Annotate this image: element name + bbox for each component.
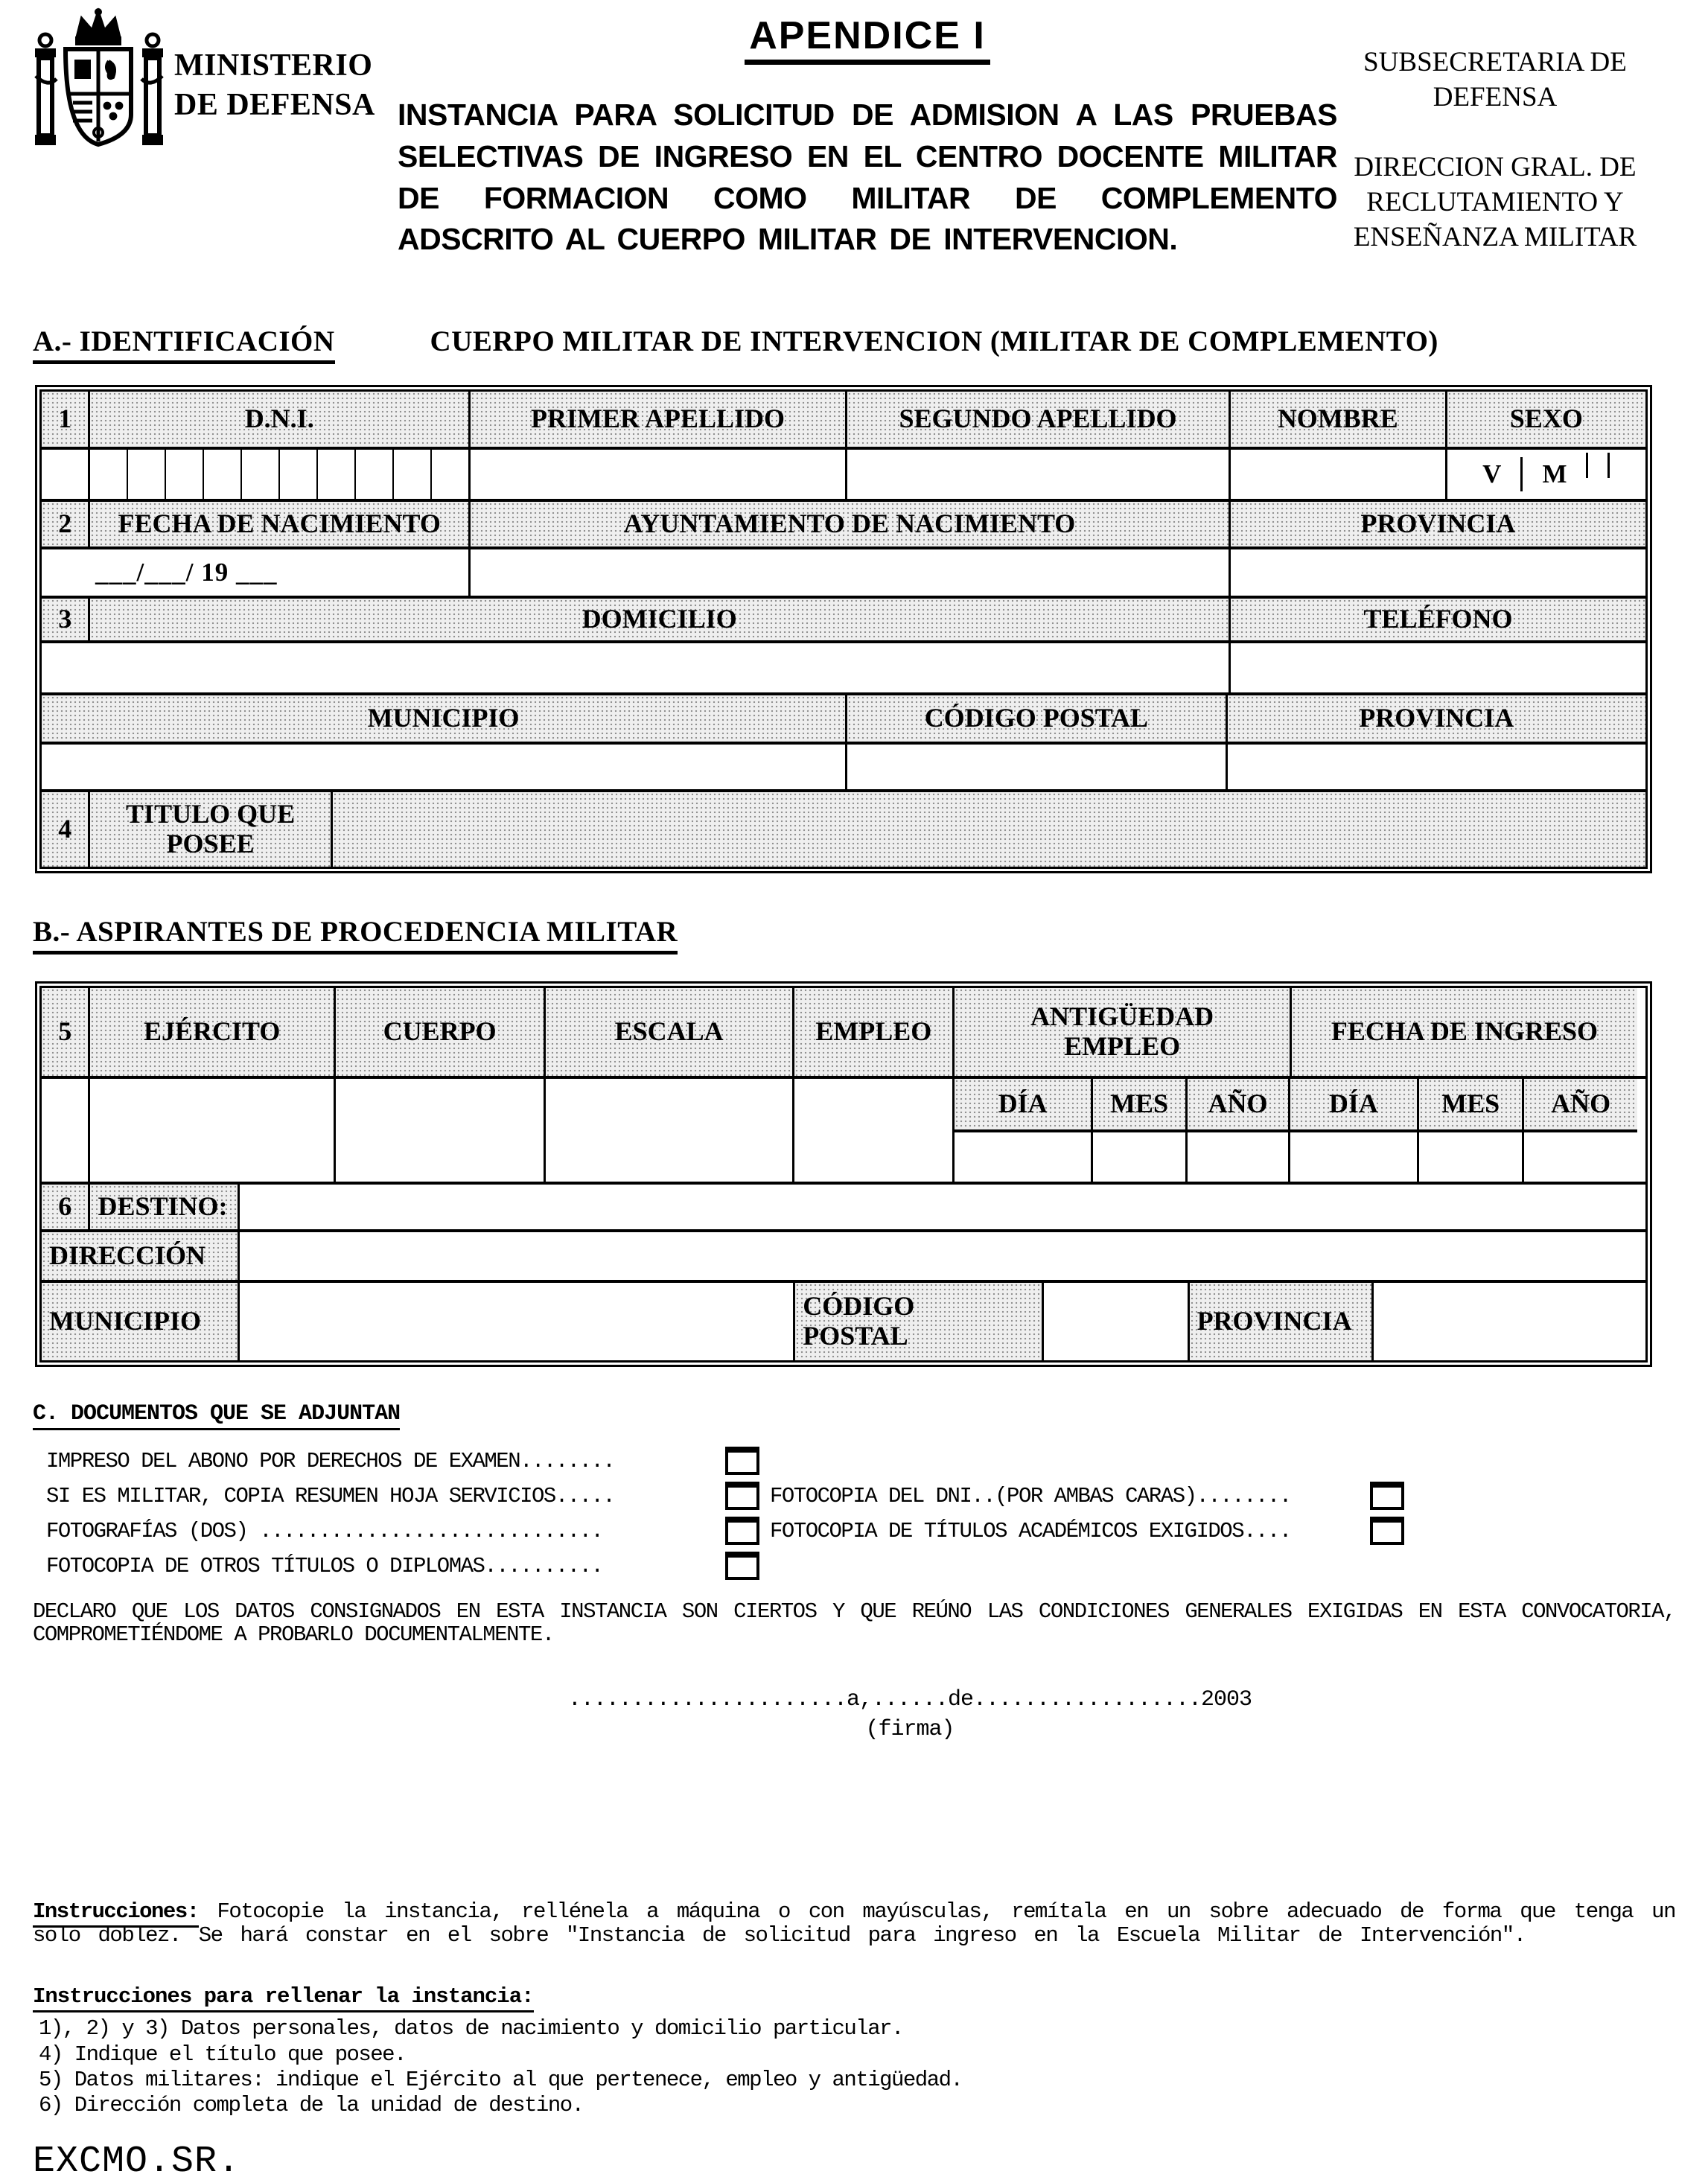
- nombre-header: NOMBRE: [1229, 392, 1445, 447]
- primer-apellido-header: PRIMER APELLIDO: [468, 392, 845, 447]
- codigo-postal-destino-input[interactable]: [1042, 1283, 1188, 1360]
- municipio-input-row: [42, 742, 1645, 789]
- provincia-destino-header: PROVINCIA: [1188, 1283, 1371, 1360]
- empleo-header: EMPLEO: [792, 988, 952, 1076]
- dates-subheader: [955, 1079, 1637, 1132]
- ministry-name: [174, 46, 398, 124]
- direccion-input[interactable]: [238, 1232, 1645, 1280]
- row6-municipio: [42, 1280, 1645, 1360]
- nombre-input[interactable]: [1229, 450, 1445, 499]
- office-subsecretaria: SUBSECRETARIA DE DEFENSA: [1363, 47, 1627, 113]
- section-b-heading-row: [33, 915, 1675, 955]
- row5-header: [42, 988, 1645, 1076]
- provincia-nacimiento-input[interactable]: [1229, 549, 1645, 596]
- doc-label-titulos-academicos: FOTOCOPIA DE TÍTULOS ACADÉMICOS EXIGIDOS....: [770, 1518, 1291, 1543]
- checkbox-fotocopia-dni[interactable]: [1370, 1482, 1404, 1510]
- row1-number-blank: [42, 450, 88, 499]
- destino-input[interactable]: [238, 1185, 1645, 1229]
- documents-checklist: [46, 1446, 1675, 1581]
- provincia-nacimiento-header: PROVINCIA: [1229, 502, 1645, 546]
- municipio-destino-header: MUNICIPIO: [42, 1283, 238, 1360]
- row6-number: 6: [42, 1185, 88, 1229]
- ingreso-ano-input[interactable]: [1522, 1132, 1637, 1182]
- military-table: [35, 981, 1652, 1367]
- doc-label-abono: IMPRESO DEL ABONO POR DERECHOS DE EXAMEN........: [46, 1448, 615, 1473]
- row6-direccion: [42, 1229, 1645, 1280]
- direccion-header: DIRECCIÓN: [42, 1232, 238, 1280]
- ingreso-ano-header: AÑO: [1522, 1079, 1637, 1129]
- antiguedad-dia-header: DÍA: [955, 1079, 1090, 1129]
- segundo-apellido-header: SEGUNDO APELLIDO: [845, 392, 1229, 447]
- ejercito-input[interactable]: [88, 1079, 334, 1182]
- sexo-tick: [1607, 453, 1610, 478]
- cuerpo-header: CUERPO: [334, 988, 544, 1076]
- instructions-paragraph: [33, 1900, 1675, 1948]
- row3-number: 3: [42, 599, 88, 640]
- domicilio-input[interactable]: [42, 643, 1229, 692]
- checkbox-fotografias[interactable]: [725, 1517, 759, 1545]
- antiguedad-mes-header: MES: [1091, 1079, 1185, 1129]
- row5-number-blank: [42, 1079, 88, 1182]
- domicilio-header: DOMICILIO: [88, 599, 1228, 640]
- ingreso-dia-header: DÍA: [1288, 1079, 1417, 1129]
- row2-input-row: [42, 546, 1645, 596]
- segundo-apellido-input[interactable]: [845, 450, 1229, 499]
- ingreso-mes-header: MES: [1417, 1079, 1522, 1129]
- doc-label-fotocopia-dni: FOTOCOPIA DEL DNI..(POR AMBAS CARAS)........: [770, 1483, 1291, 1508]
- sexo-option-m[interactable]: M: [1542, 459, 1567, 488]
- municipio-header-row: [42, 692, 1645, 742]
- row1-header: [42, 392, 1645, 447]
- dni-digit-boxes[interactable]: [90, 450, 468, 499]
- row1-number: 1: [42, 392, 88, 447]
- doc-label-otros-titulos: FOTOCOPIA DE OTROS TÍTULOS O DIPLOMAS..........: [46, 1553, 603, 1578]
- row3-header: [42, 596, 1645, 640]
- closing-salutation: EXCMO.SR.: [33, 2141, 241, 2183]
- antiguedad-dia-input[interactable]: [955, 1132, 1090, 1182]
- doc-row-fotografias: [46, 1516, 1675, 1546]
- checkbox-titulos-academicos[interactable]: [1370, 1517, 1404, 1545]
- antiguedad-mes-input[interactable]: [1091, 1132, 1185, 1182]
- telefono-header: TELÉFONO: [1229, 599, 1645, 640]
- codigo-postal-destino-header: CÓDIGO POSTAL: [793, 1283, 1042, 1360]
- dates-subgrid: [952, 1079, 1637, 1182]
- cuerpo-input[interactable]: [334, 1079, 544, 1182]
- section-a-subheading: CUERPO MILITAR DE INTERVENCION (MILITAR DE COMPLEMENTO): [430, 325, 1438, 357]
- fecha-ingreso-header: FECHA DE INGRESO: [1290, 988, 1637, 1076]
- instructions-label: Instrucciones:: [33, 1899, 199, 1928]
- telefono-input[interactable]: [1229, 643, 1645, 692]
- ministry-line2: DE DEFENSA: [174, 87, 375, 122]
- row4-number: 4: [42, 792, 88, 867]
- antiguedad-empleo-header: ANTIGÜEDAD EMPLEO: [952, 988, 1289, 1076]
- row2-number: 2: [42, 502, 88, 546]
- section-c-heading: C. DOCUMENTOS QUE SE ADJUNTAN: [33, 1401, 1675, 1427]
- sexo-header: SEXO: [1445, 392, 1645, 447]
- provincia-domicilio-input[interactable]: [1226, 745, 1645, 789]
- row5-number: 5: [42, 988, 88, 1076]
- dates-input-row: [955, 1132, 1637, 1182]
- fecha-nacimiento-input[interactable]: ___/___/ 19 ___: [95, 558, 278, 587]
- codigo-postal-header: CÓDIGO POSTAL: [845, 695, 1225, 742]
- provincia-destino-input[interactable]: [1371, 1283, 1645, 1360]
- doc-row-otros-titulos: [46, 1551, 1675, 1581]
- fill-instructions-list: [33, 2016, 1675, 2118]
- escala-header: ESCALA: [544, 988, 792, 1076]
- sexo-input[interactable]: [1445, 450, 1645, 499]
- form-title: INSTANCIA PARA SOLICITUD DE ADMISION A LAS PRUEBAS SELECTIVAS DE INGRESO EN EL CENTRO DOCENTE MILITAR DE FORMACION COMO MILITAR DE COMPLEMENTO ADSCRITO AL CUERPO MILITAR DE INTERVENCION.: [398, 98, 1337, 257]
- ayuntamiento-input[interactable]: [468, 549, 1229, 596]
- doc-row-hoja-servicios: [46, 1481, 1675, 1511]
- doc-label-hoja-servicios: SI ES MILITAR, COPIA RESUMEN HOJA SERVICIOS.....: [46, 1483, 615, 1508]
- appendix-title: APENDICE I: [745, 13, 990, 65]
- dni-header: D.N.I.: [88, 392, 468, 447]
- fill-item-1: 1), 2) y 3) Datos personales, datos de nacimiento y domicilio particular.: [39, 2016, 903, 2042]
- header-center: [398, 7, 1337, 261]
- row1-input-row: [42, 447, 1645, 499]
- municipio-destino-input[interactable]: [238, 1283, 794, 1360]
- signature-block: [144, 1687, 1675, 1742]
- codigo-postal-input[interactable]: [845, 745, 1225, 789]
- checkbox-abono-examen[interactable]: [725, 1447, 759, 1475]
- doc-label-fotografias: FOTOGRAFÍAS (DOS) .............................: [46, 1518, 603, 1543]
- dni-input[interactable]: [88, 450, 468, 499]
- fill-instructions-heading: Instrucciones para rellenar la instancia:: [33, 1984, 1675, 2009]
- sexo-option-v[interactable]: V: [1482, 459, 1502, 488]
- checkbox-hoja-servicios[interactable]: [725, 1482, 759, 1510]
- issuing-office: [1337, 45, 1653, 255]
- declaration-text: DECLARO QUE LOS DATOS CONSIGNADOS EN ESTA INSTANCIA SON CIERTOS Y QUE REÚNO LAS CONDICIONES GENERALES EXIGIDAS EN ESTA CONVOCATORIA, COMPROMETIÉNDOME A PROBARLO DOCUMENTALMENTE.: [33, 1599, 1675, 1648]
- primer-apellido-input[interactable]: [468, 450, 845, 499]
- municipio-input[interactable]: [42, 745, 845, 789]
- sexo-tick: [1586, 453, 1588, 478]
- section-b-heading: B.- ASPIRANTES DE PROCEDENCIA MILITAR: [33, 915, 678, 955]
- fill-item-2: 4) Indique el título que posee.: [39, 2042, 406, 2067]
- escala-input[interactable]: [544, 1079, 792, 1182]
- section-a-heading: A.- IDENTIFICACIÓN: [33, 325, 335, 364]
- header: [33, 7, 1675, 261]
- section-a-heading-row: [33, 325, 1675, 364]
- ayuntamiento-header: AYUNTAMIENTO DE NACIMIENTO: [468, 502, 1229, 546]
- antiguedad-ano-header: AÑO: [1185, 1079, 1288, 1129]
- fill-item-4: 6) Dirección completa de la unidad de destino.: [39, 2093, 584, 2118]
- titulo-input[interactable]: [331, 792, 1645, 867]
- ingreso-dia-input[interactable]: [1288, 1132, 1417, 1182]
- provincia-domicilio-header: PROVINCIA: [1226, 695, 1645, 742]
- spain-coat-of-arms-icon: [33, 7, 174, 169]
- destino-header: DESTINO:: [88, 1185, 237, 1229]
- row3-input-row: [42, 640, 1645, 692]
- firma-label: (firma): [865, 1716, 955, 1742]
- row5-input-band: [42, 1076, 1645, 1182]
- sexo-tick: [1520, 457, 1523, 491]
- identification-table: [35, 385, 1652, 873]
- fecha-nacimiento-header: FECHA DE NACIMIENTO: [88, 502, 468, 546]
- row6-destino: [42, 1182, 1645, 1229]
- doc-row-abono: [46, 1446, 1675, 1476]
- office-direccion-general: DIRECCION GRAL. DE RECLUTAMIENTO Y ENSEÑANZA MILITAR: [1353, 151, 1637, 253]
- fill-item-3: 5) Datos militares: indique el Ejército al que pertenece, empleo y antigüedad.: [39, 2067, 963, 2092]
- antiguedad-ano-input[interactable]: [1185, 1132, 1288, 1182]
- instructions-body: Fotocopie la instancia, rellénela a máquina o con mayúsculas, remítala en un sobre adecuado de forma que tenga un solo doblez. Se hará constar en el sobre "Instancia de solicitud para ingreso en la Escuela Militar de Intervención".: [33, 1899, 1675, 1948]
- checkbox-otros-titulos[interactable]: [725, 1552, 759, 1580]
- row2-header: [42, 499, 1645, 546]
- row4-titulo: [42, 789, 1645, 867]
- ministry-line1: MINISTERIO: [174, 48, 373, 83]
- ingreso-mes-input[interactable]: [1417, 1132, 1522, 1182]
- date-fill-line[interactable]: ......................a,......de..................2003: [567, 1686, 1252, 1712]
- empleo-input[interactable]: [792, 1079, 952, 1182]
- municipio-header: MUNICIPIO: [42, 695, 845, 742]
- titulo-header: TITULO QUE POSEE: [88, 792, 330, 867]
- ejercito-header: EJÉRCITO: [88, 988, 334, 1076]
